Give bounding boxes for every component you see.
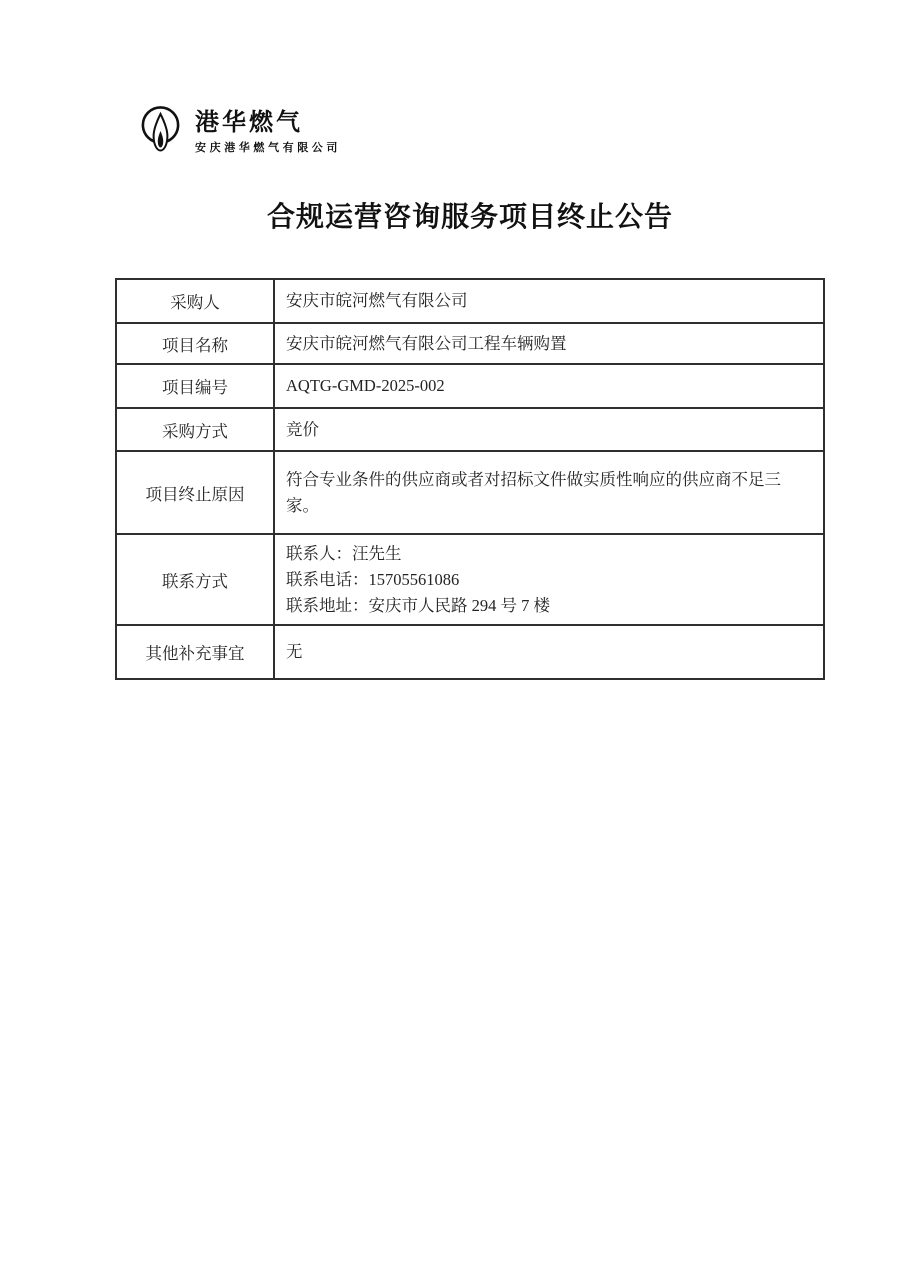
row-value-project-number: AQTG-GMD-2025-002 xyxy=(274,364,824,408)
row-label-termination-reason: 项目终止原因 xyxy=(116,451,274,534)
table-row xyxy=(116,534,824,625)
row-value-purchase-method: 竞价 xyxy=(274,408,824,451)
contact-phone: 联系电话：15705561086 xyxy=(286,569,460,589)
row-value-purchaser: 安庆市皖河燃气有限公司 xyxy=(274,279,824,323)
table-row xyxy=(116,408,824,451)
row-value-project-name: 安庆市皖河燃气有限公司工程车辆购置 xyxy=(274,323,824,364)
row-label-purchaser: 采购人 xyxy=(116,279,274,323)
logo-text-block xyxy=(195,104,341,155)
table-row xyxy=(116,451,824,534)
contact-person: 联系人：汪先生 xyxy=(286,543,402,563)
brand-subtitle: 安庆港华燃气有限公司 xyxy=(195,142,341,154)
brand-name: 港华燃气 xyxy=(195,109,303,136)
row-label-contact: 联系方式 xyxy=(116,534,274,625)
page-title: 合规运营咨询服务项目终止公告 xyxy=(266,202,673,233)
table-row xyxy=(116,364,824,408)
row-label-purchase-method: 采购方式 xyxy=(116,408,274,451)
gas-flame-icon xyxy=(140,104,182,152)
contact-address: 联系地址：安庆市人民路 294 号 7 楼 xyxy=(286,595,550,615)
row-label-project-number: 项目编号 xyxy=(116,364,274,408)
announcement-table xyxy=(115,278,825,680)
table-row xyxy=(116,323,824,364)
row-label-project-name: 项目名称 xyxy=(116,323,274,364)
row-value-other-matters: 无 xyxy=(274,625,824,679)
company-logo xyxy=(140,104,341,155)
table-row xyxy=(116,279,824,323)
row-label-other-matters: 其他补充事宜 xyxy=(116,625,274,679)
row-value-contact xyxy=(274,534,824,625)
table-row xyxy=(116,625,824,679)
row-value-termination-reason: 符合专业条件的供应商或者对招标文件做实质性响应的供应商不足三家。 xyxy=(274,451,824,534)
